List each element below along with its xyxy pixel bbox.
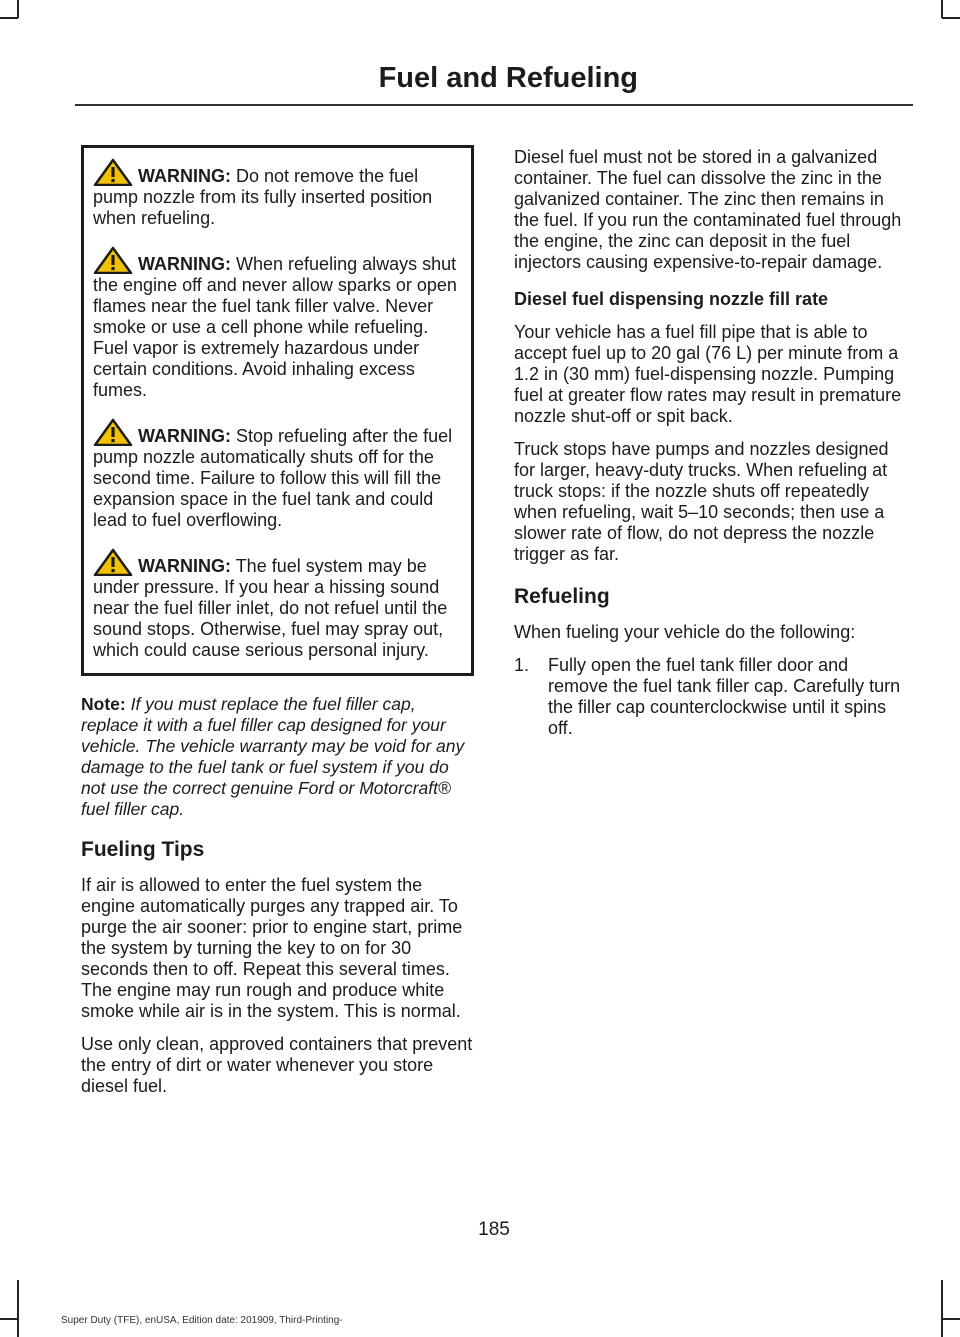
step-text: Fully open the fuel tank filler door and remove the fuel tank filler cap. Carefully turn the filler cap counterclockwise until it spins off. xyxy=(548,655,901,738)
warning-text: Stop refueling after the fuel pump nozzle automatically shuts off for the second time. Failure to follow this will fill the expansion space in the fuel tank and could lead to fuel overflowing. xyxy=(93,426,453,530)
warning-item xyxy=(93,158,463,229)
warning-triangle-icon xyxy=(93,158,133,186)
warning-triangle-icon xyxy=(93,418,133,446)
warning-triangle-icon xyxy=(93,246,133,274)
crop-mark xyxy=(941,1280,943,1337)
body-paragraph: Use only clean, approved containers that prevent the entry of dirt or water whenever you store diesel fuel. xyxy=(81,1034,473,1096)
warning-text: When refueling always shut the engine off and never allow sparks or open flames near the fuel tank filler valve. Never smoke or use a cell phone while refueling. Fuel vapor is extremely hazardous under certain conditions. Avoid inhaling excess fumes. xyxy=(93,254,457,400)
warning-item xyxy=(93,418,463,531)
section-heading-fueling-tips: Fueling Tips xyxy=(81,838,205,861)
step-list xyxy=(514,655,908,739)
body-paragraph: If air is allowed to enter the fuel system the engine automatically purges any trapped air. To purge the air sooner: prior to engine start, prime the system by turning the key to on for 30 seconds then to off. Repeat this several times. The engine may run rough and produce white smoke while air is in the system. This is normal. xyxy=(81,875,463,1021)
step-number: 1. xyxy=(514,655,530,675)
crop-mark xyxy=(941,0,943,18)
warning-text: Do not remove the fuel pump nozzle from its fully inserted position when refueling. xyxy=(93,166,433,228)
right-column xyxy=(514,145,908,739)
body-paragraph: Your vehicle has a fuel fill pipe that is able to accept fuel up to 20 gal (76 L) per minute from a 1.2 in (30 mm) fuel-dispensing nozzle. Pumping fuel at greater flow rates may result in premature nozzle shut-off or spit back. xyxy=(514,322,902,426)
crop-mark xyxy=(942,17,960,19)
warning-text: The fuel system may be under pressure. If you hear a hissing sound near the fuel filler inlet, do not refuel until the sound stops. Otherwise, fuel may spray out, which could cause serious personal injury. xyxy=(93,556,448,660)
crop-mark xyxy=(0,17,18,19)
crop-mark xyxy=(17,1280,19,1337)
warning-item xyxy=(93,246,463,401)
list-item xyxy=(514,655,908,739)
footer-text: Super Duty (TFE), enUSA, Edition date: 201909, Third-Printing- xyxy=(61,1315,343,1326)
note-label: Note: xyxy=(81,694,126,714)
body-paragraph: Truck stops have pumps and nozzles designed for larger, heavy-duty trucks. When refueling at truck stops: if the nozzle shuts off repeatedly when refueling, wait 5–10 seconds; then use a slower rate of flow, do not depress the nozzle trigger as far. xyxy=(514,439,889,564)
note-text: If you must replace the fuel filler cap, replace it with a fuel filler cap designed for your vehicle. The vehicle warranty may be void for any damage to the fuel tank or fuel system if you do not use the correct genuine Ford or Motorcraft® fuel filler cap. xyxy=(81,694,465,819)
warning-label: WARNING: xyxy=(138,254,231,274)
page-title: Fuel and Refueling xyxy=(378,62,638,94)
left-column xyxy=(81,145,474,1109)
warning-label: WARNING: xyxy=(138,556,231,576)
crop-mark xyxy=(17,0,19,18)
warning-label: WARNING: xyxy=(138,166,231,186)
warning-label: WARNING: xyxy=(138,426,231,446)
warning-item xyxy=(93,548,463,661)
subheading-nozzle-fill-rate: Diesel fuel dispensing nozzle fill rate xyxy=(514,289,829,309)
crop-mark xyxy=(942,1318,960,1320)
note-paragraph xyxy=(81,694,474,820)
crop-mark xyxy=(0,1318,18,1320)
body-paragraph: Diesel fuel must not be stored in a galvanized container. The fuel can dissolve the zinc in the galvanized container. The zinc then remains in the fuel. If you run the contaminated fuel through the engine, the zinc can deposit in the fuel injectors causing expensive-to-repair damage. xyxy=(514,147,902,272)
body-paragraph: When fueling your vehicle do the following: xyxy=(514,622,856,642)
warning-box xyxy=(81,145,474,676)
warning-triangle-icon xyxy=(93,548,133,576)
page-number: 185 xyxy=(478,1219,510,1240)
header-divider xyxy=(75,104,913,106)
section-heading-refueling: Refueling xyxy=(514,585,610,608)
